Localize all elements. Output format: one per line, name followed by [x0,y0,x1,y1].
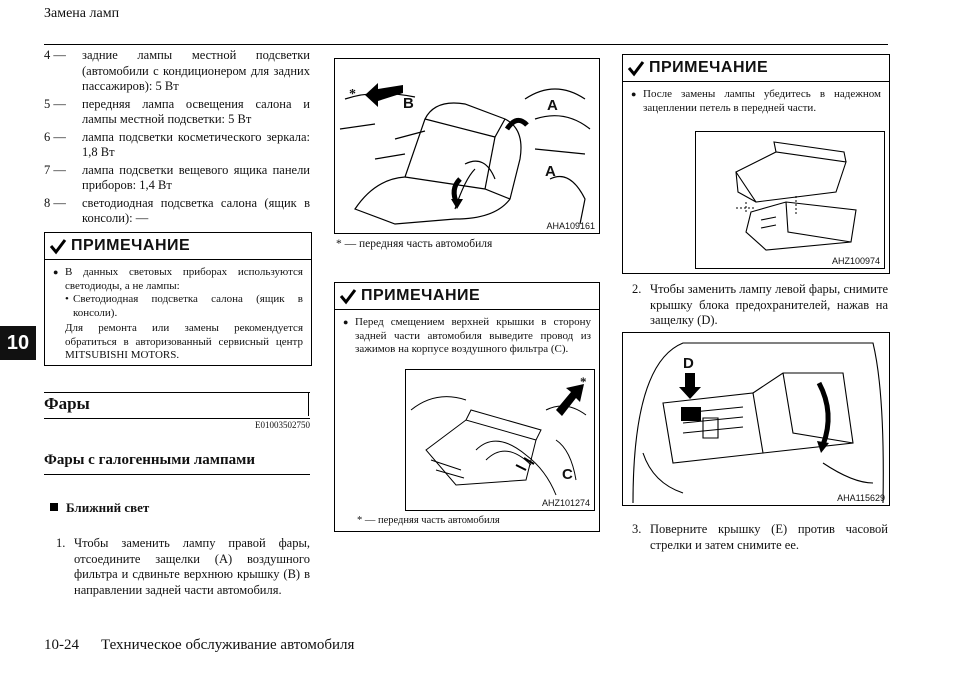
section-rule-top [44,392,310,393]
note-bullet: ● Перед смещением верхней крышки в сторону задней части автомобиля выведите провод из зажимов на корпусе воздушного фильтра (C). [343,316,591,355]
step-num: 1. [56,536,66,550]
square-bullet-icon [50,503,58,511]
note-sub-item: • Светодиодная подсветка салона (ящик в консоли). [65,293,303,319]
fig2-label-star: * [580,374,587,389]
section-code: E01003502750 [255,420,310,430]
figure-code: AHA115629 [837,493,885,503]
figure-fuse-box-latch [622,332,890,506]
list-text: лампа подсветки вещевого ящика панели приборов: 1,4 Вт [82,162,310,192]
note-box-3 [622,54,890,274]
list-item [44,97,310,128]
list-num: 5 — [44,96,66,111]
list-item [44,163,310,194]
list-num: 6 — [44,129,66,144]
list-num: 4 — [44,48,66,62]
section-title: Фары [44,394,90,413]
note-text: Перед смещением верхней крышки в сторону задней части автомобиля выведите провод из зажимов на корпусе воздушного фильтра (C). [355,316,591,355]
note-paragraph: Для ремонта или замены рекомендуется обратиться в авторизованный сервисный центр MITSUBISHI MOTORS. [65,322,303,361]
note-title: ПРИМЕЧАНИЕ [361,287,481,304]
list-item [44,48,310,95]
fig4-label-d: D [683,355,694,372]
section-rule-bottom [44,418,310,419]
note-header [335,283,599,310]
note-title: ПРИМЕЧАНИЕ [649,59,769,76]
note-bullet: ● В данных световых приборах используются светодиоды, а не лампы: [53,266,303,292]
checkmark-icon [339,287,357,305]
subsection-title: Фары с галогенными лампами [44,452,255,468]
step-text: Чтобы заменить лампу левой фары, снимите крышку блока предохранителей, нажав на защелку (D). [650,282,888,327]
subsection-rule [44,474,310,475]
figure-code: AHZ101274 [541,498,590,508]
fig1-label-a: A [545,163,556,180]
fig1-label-b: B [403,95,414,112]
fuse-box-illustration [623,333,889,505]
checkmark-icon [627,59,645,77]
list-text: задние лампы местной подсветки (автомобили с кондиционером для задних пассажиров): 5 Вт [82,48,310,93]
step-1 [56,536,310,598]
figure-code: AHZ100974 [831,256,880,266]
page-footer [44,637,376,654]
step-num: 2. [632,282,642,296]
header-title: Замена ламп [44,6,120,21]
list-text: светодиодная подсветка салона (ящик в консоли): — [82,195,310,225]
note-text: Светодиодная подсветка салона (ящик в консоли). [73,293,303,319]
note-box-1 [44,232,312,366]
bulb-list [44,48,310,229]
note-title: ПРИМЕЧАНИЕ [71,237,191,254]
footer-title: Техническое обслуживание автомобиля [101,637,355,653]
section-rule-side [308,392,309,416]
cover-hinges-illustration [696,132,884,268]
figure-wire-clamp [405,369,595,511]
figure-cover-hinges [695,131,885,269]
note-text: После замены лампы убедитесь в надежном зацеплении петель в передней части. [643,88,881,114]
note-box-2 [334,282,600,532]
note-header [623,55,889,82]
fig1-label-star: * [349,87,356,102]
figure-caption: * — передняя часть автомобиля [357,515,500,526]
air-filter-illustration [335,59,599,233]
list-num: 8 — [44,195,66,210]
page-number: 10-24 [44,637,79,653]
note-text: В данных световых приборах используются светодиоды, а не лампы: [65,266,303,292]
checkmark-icon [49,237,67,255]
list-num: 7 — [44,162,66,177]
list-text: передняя лампа освещения салона и лампы местной подсветки: 5 Вт [82,96,310,126]
figure-air-filter-cover [334,58,600,234]
step-text: Чтобы заменить лампу правой фары, отсоединитe защелки (A) воздушного фильтра и сдвиньте верхнюю крышку (B) в направлении задней части автомобиля. [74,536,310,597]
note-bullet: ● После замены лампы убедитесь в надежном зацеплении петель в передней части. [631,88,881,114]
step-num: 3. [632,522,642,536]
wire-clamp-illustration [406,370,594,510]
chapter-tab: 10 [0,326,36,360]
list-text: лампа подсветки косметического зеркала: 1,8 Вт [82,129,310,159]
low-beam-heading [44,500,149,516]
list-item [44,196,310,227]
step-text: Поверните крышку (E) против часовой стрелки и затем снимите ее. [650,522,888,552]
list-item [44,130,310,161]
step-3 [632,522,888,553]
fig2-label-c: C [562,466,573,483]
step-2 [632,282,888,329]
figure-code: AHA109161 [546,221,595,231]
note-header [45,233,311,260]
figure-caption: * — передняя часть автомобиля [336,238,493,250]
low-beam-label: Ближний свет [66,500,150,515]
fig1-label-a: A [547,97,558,114]
header-rule [44,44,888,45]
